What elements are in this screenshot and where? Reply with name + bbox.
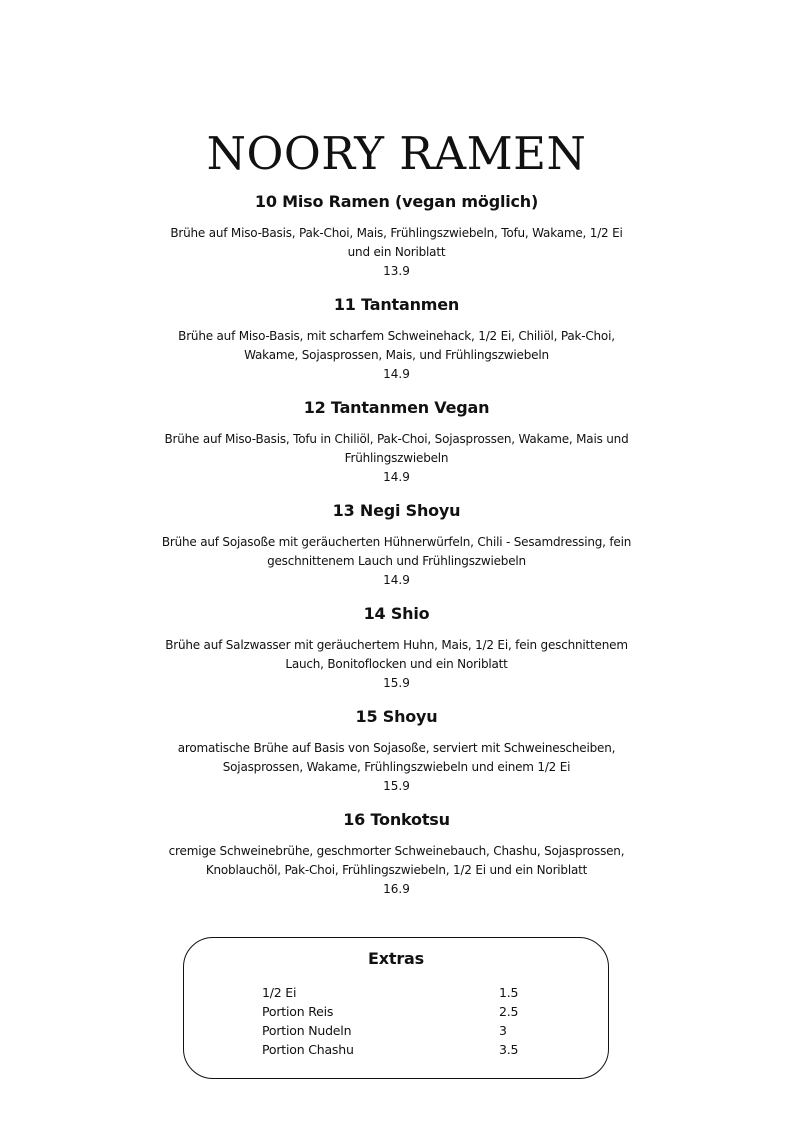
extra-price: 3 [499, 1023, 507, 1038]
dish-price: 14.9 [383, 367, 410, 381]
dish-description-line: Sojasprossen, Wakame, Frühlingszwiebeln und einem 1/2 Ei [222, 760, 571, 774]
dish-item [117, 602, 677, 693]
dish-price: 16.9 [383, 882, 410, 896]
dish-item [117, 190, 677, 281]
extras-title: Extras [368, 949, 424, 968]
extras-box [183, 937, 609, 1079]
dish-description-line: Knoblauchöl, Pak-Choi, Frühlingszwiebeln, 1/2 Ei und ein Noriblatt [205, 863, 588, 877]
dish-description-line: Brühe auf Miso-Basis, Tofu in Chiliöl, Pak-Choi, Sojasprossen, Wakame, Mais und [164, 432, 629, 446]
dish-description-line: geschnittenem Lauch und Frühlingszwiebeln [267, 554, 526, 568]
dish-item [117, 705, 677, 796]
dish-description [117, 327, 677, 365]
dish-description-line: Brühe auf Salzwasser mit geräuchertem Huhn, Mais, 1/2 Ei, fein geschnittenem [165, 638, 628, 652]
extra-name: Portion Chashu [262, 1042, 354, 1057]
dish-name: 11 Tantanmen [333, 295, 460, 314]
dish-price: 15.9 [383, 779, 410, 793]
dish-description-line: cremige Schweinebrühe, geschmorter Schweinebauch, Chashu, Sojasprossen, [168, 844, 625, 858]
extras-list [262, 983, 562, 1059]
extra-row [262, 1002, 562, 1021]
dish-item [117, 293, 677, 384]
dish-description-line: Brühe auf Miso-Basis, Pak-Choi, Mais, Frühlingszwiebeln, Tofu, Wakame, 1/2 Ei [170, 226, 623, 240]
dish-description-line: Brühe auf Sojasoße mit geräucherten Hühnerwürfeln, Chili - Sesamdressing, fein [161, 535, 632, 549]
dish-name: 12 Tantanmen Vegan [303, 398, 490, 417]
dish-price: 15.9 [383, 676, 410, 690]
dish-description [117, 636, 677, 674]
dish-price: 14.9 [383, 470, 410, 484]
dish-item [117, 396, 677, 487]
dish-description-line: und ein Noriblatt [347, 245, 446, 259]
dish-name: 15 Shoyu [355, 707, 438, 726]
dish-name: 14 Shio [363, 604, 430, 623]
dish-item [117, 808, 677, 899]
dish-description-line: Frühlingszwiebeln [344, 451, 449, 465]
dish-description-line: Lauch, Bonitoflocken und ein Noriblatt [285, 657, 508, 671]
dish-description [117, 842, 677, 880]
extra-row [262, 1021, 562, 1040]
extra-name: Portion Reis [262, 1004, 334, 1019]
dish-description [117, 430, 677, 468]
dish-name: 16 Tonkotsu [343, 810, 450, 829]
extra-name: 1/2 Ei [262, 985, 297, 1000]
extra-row [262, 983, 562, 1002]
extra-price: 2.5 [499, 1004, 519, 1019]
dish-description-line: Wakame, Sojasprossen, Mais, und Frühlingszwiebeln [244, 348, 549, 362]
extra-price: 1.5 [499, 985, 519, 1000]
extra-name: Portion Nudeln [262, 1023, 352, 1038]
restaurant-title: NOORY RAMEN [206, 127, 587, 181]
dish-description [117, 739, 677, 777]
dish-description [117, 224, 677, 262]
dish-price: 13.9 [383, 264, 410, 278]
extra-row [262, 1040, 562, 1059]
dish-description-line: Brühe auf Miso-Basis, mit scharfem Schweinehack, 1/2 Ei, Chiliöl, Pak-Choi, [178, 329, 615, 343]
dish-description [117, 533, 677, 571]
dish-name: 13 Negi Shoyu [332, 501, 461, 520]
dish-list [0, 190, 793, 911]
dish-description-line: aromatische Brühe auf Basis von Sojasoße, serviert mit Schweinescheiben, [177, 741, 616, 755]
dish-item [117, 499, 677, 590]
extra-price: 3.5 [499, 1042, 519, 1057]
dish-name: 10 Miso Ramen (vegan möglich) [254, 192, 539, 211]
dish-price: 14.9 [383, 573, 410, 587]
